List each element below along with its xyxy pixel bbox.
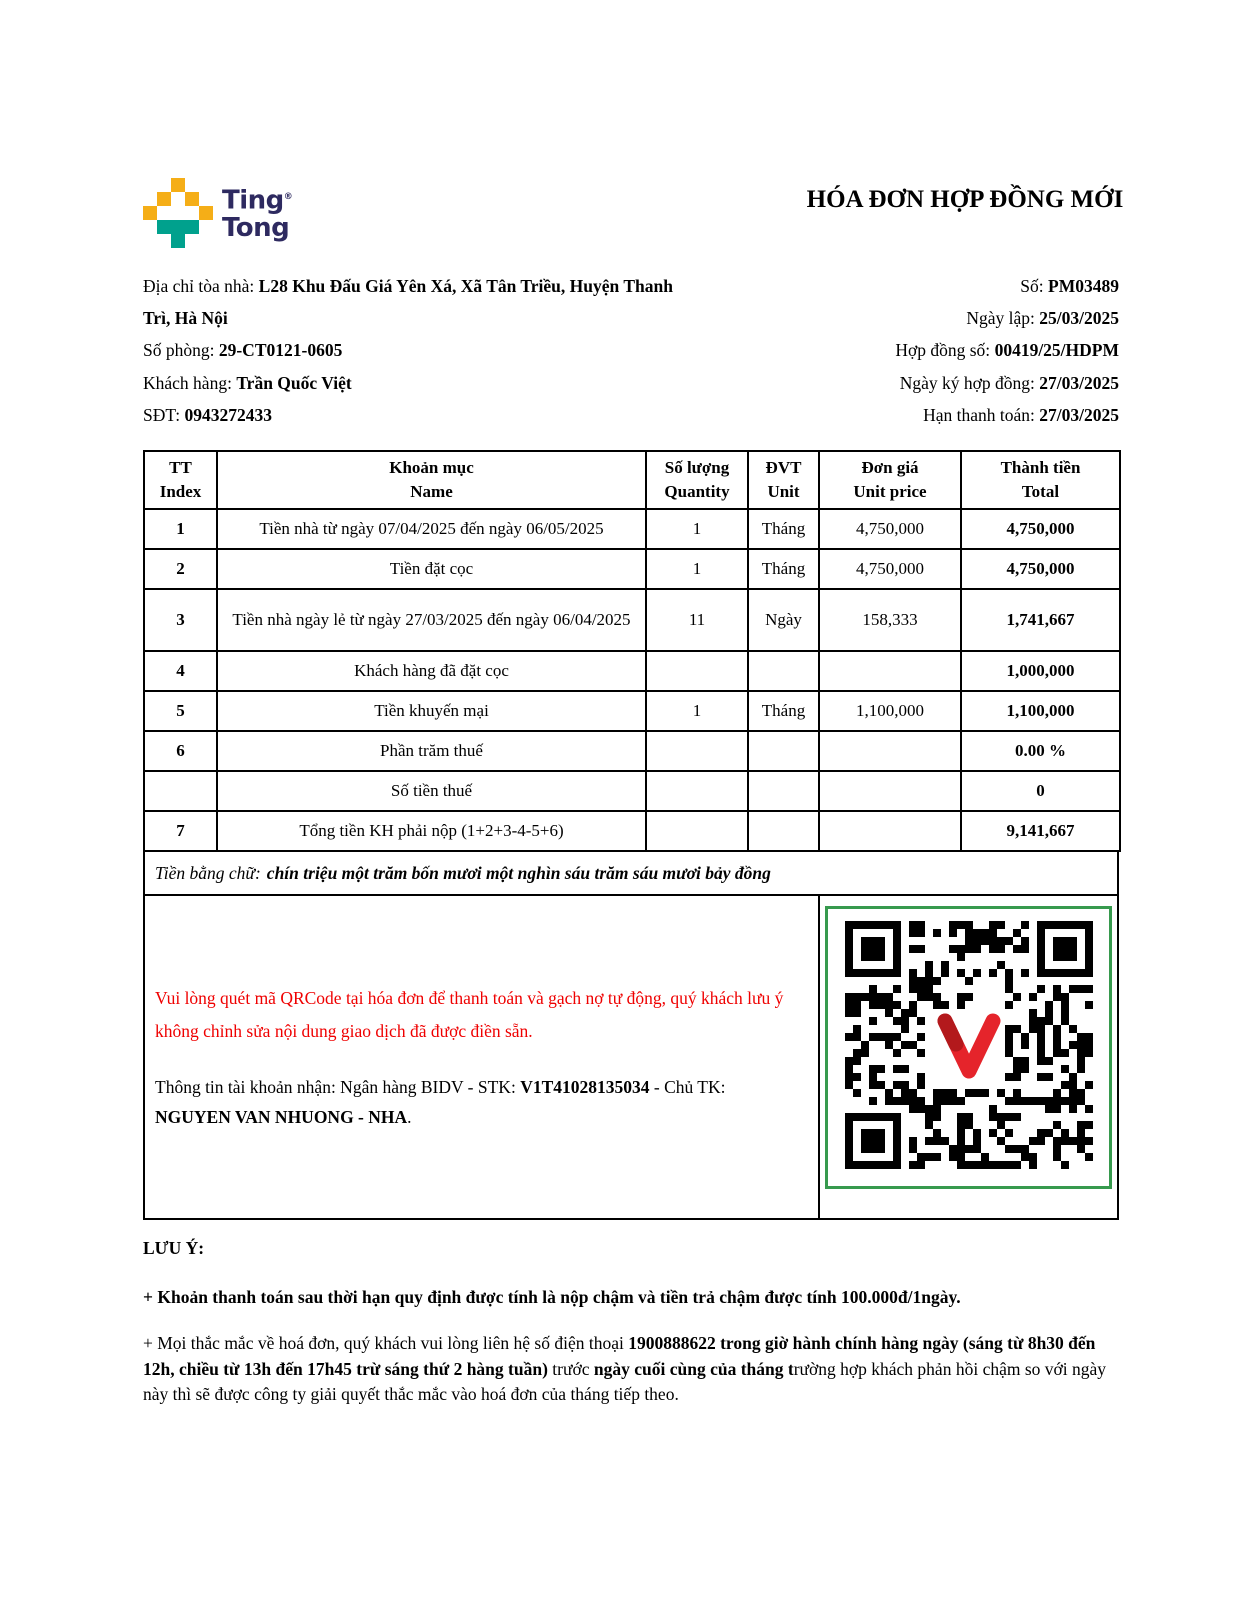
- logo-pixel: [157, 192, 171, 206]
- cell-unit: [748, 771, 819, 811]
- amount-in-words-label: Tiền bằng chữ:: [155, 862, 261, 883]
- bank-account-info: Thông tin tài khoản nhận: Ngân hàng BIDV - STK: V1T41028135034 - Chủ TK: NGUYEN VAN NHUONG - NHA.: [155, 1077, 726, 1127]
- logo-pixel: [143, 206, 157, 220]
- logo-pixel: [185, 192, 199, 206]
- cell-name: Tiền khuyến mại: [217, 691, 646, 731]
- line-items-table: [143, 450, 1121, 852]
- cell-qty: [646, 731, 748, 771]
- footer-notes: [143, 1238, 1121, 1408]
- payment-instructions-cell: [145, 896, 820, 1218]
- col-header-quantity: Số lượng Quantity: [646, 451, 748, 509]
- qr-pattern-icon: [845, 921, 1093, 1174]
- cell-name: Phần trăm thuế: [217, 731, 646, 771]
- support-contact-note: + Mọi thắc mắc về hoá đơn, quý khách vui lòng liên hệ số điện thoại 1900888622 trong giờ hành chính hàng ngày (sáng từ 8h30 đến 12h, chiều từ 13h đến 17h45 trừ sáng thứ 2 hàng tuần) trước ngày cuối cùng của tháng trường hợp khách phản hồi chậm so với ngày này thì sẽ được công ty giải quyết thắc mắc vào hoá đơn của tháng tiếp theo.: [143, 1333, 1107, 1404]
- cell-tt: 6: [144, 731, 217, 771]
- col-header-unit: ĐVT Unit: [748, 451, 819, 509]
- cell-tt: 3: [144, 589, 217, 651]
- col-header-unit-price: Đơn giá Unit price: [819, 451, 961, 509]
- cell-price: 1,100,000: [819, 691, 961, 731]
- line-item-row: [144, 589, 1120, 651]
- cell-price: [819, 771, 961, 811]
- invoice-meta-field: Hạn thanh toán: 27/03/2025: [923, 404, 1119, 425]
- customer-info-field: Địa chỉ tòa nhà: L28 Khu Đấu Giá Yên Xá, Xã Tân Triều, Huyện Thanh Trì, Hà Nội: [143, 276, 673, 329]
- qr-warning-text: Vui lòng quét mã QRCode tại hóa đơn để thanh toán và gạch nợ tự động, quý khách lưu ý không chỉnh sửa nội dung giao dịch đã được điền sẵn.: [155, 988, 784, 1041]
- amount-in-words-value: chín triệu một trăm bốn mươi một nghìn sáu trăm sáu mươi bảy đồng: [266, 862, 771, 883]
- cell-tt: 7: [144, 811, 217, 851]
- cell-unit: Tháng: [748, 691, 819, 731]
- line-item-row: [144, 509, 1120, 549]
- cell-total: 4,750,000: [961, 509, 1120, 549]
- cell-unit: Ngày: [748, 589, 819, 651]
- cell-price: 4,750,000: [819, 549, 961, 589]
- cell-price: 4,750,000: [819, 509, 961, 549]
- payment-qr-code: [825, 906, 1112, 1189]
- cell-total: 0.00 %: [961, 731, 1120, 771]
- logo-pixel: [171, 234, 185, 248]
- cell-unit: [748, 651, 819, 691]
- line-item-row: [144, 771, 1120, 811]
- cell-name: Khách hàng đã đặt cọc: [217, 651, 646, 691]
- tingtong-logo: [143, 178, 292, 248]
- notes-title: LƯU Ý:: [143, 1238, 205, 1258]
- table-header-row: [144, 451, 1120, 509]
- cell-price: [819, 731, 961, 771]
- cell-name: Tiền nhà từ ngày 07/04/2025 đến ngày 06/05/2025: [217, 509, 646, 549]
- invoice-meta-field: Số: PM03489: [1020, 276, 1119, 296]
- cell-qty: 1: [646, 549, 748, 589]
- col-header-name: Khoản mục Name: [217, 451, 646, 509]
- invoice-body: [143, 450, 1119, 1220]
- cell-tt: 1: [144, 509, 217, 549]
- cell-unit: Tháng: [748, 549, 819, 589]
- logo-pixel: [199, 206, 213, 220]
- cell-unit: [748, 731, 819, 771]
- line-item-row: [144, 549, 1120, 589]
- customer-info-block: [143, 270, 699, 431]
- cell-price: [819, 651, 961, 691]
- customer-info-field: SĐT: 0943272433: [143, 404, 272, 425]
- cell-tt: 4: [144, 651, 217, 691]
- cell-name: Tổng tiền KH phải nộp (1+2+3-4-5+6): [217, 811, 646, 851]
- cell-qty: 11: [646, 589, 748, 651]
- cell-unit: [748, 811, 819, 851]
- cell-tt: [144, 771, 217, 811]
- invoice-meta-field: Ngày ký hợp đồng: 27/03/2025: [899, 372, 1119, 393]
- customer-info-field: Số phòng: 29-CT0121-0605: [143, 340, 343, 361]
- cell-qty: [646, 771, 748, 811]
- cell-qty: 1: [646, 691, 748, 731]
- cell-qty: [646, 811, 748, 851]
- invoice-meta-field: Hợp đồng số: 00419/25/HDPM: [895, 340, 1119, 361]
- cell-name: Số tiền thuế: [217, 771, 646, 811]
- amount-in-words-row: [143, 852, 1119, 896]
- line-item-row: [144, 811, 1120, 851]
- col-header-total: Thành tiền Total: [961, 451, 1120, 509]
- logo-pixel: [157, 220, 199, 234]
- logo-pixel: [171, 178, 185, 192]
- customer-info-field: Khách hàng: Trần Quốc Việt: [143, 372, 352, 393]
- cell-tt: 5: [144, 691, 217, 731]
- cell-price: 158,333: [819, 589, 961, 651]
- cell-qty: 1: [646, 509, 748, 549]
- cell-tt: 2: [144, 549, 217, 589]
- cell-price: [819, 811, 961, 851]
- invoice-title: HÓA ĐƠN HỢP ĐỒNG MỚI: [806, 186, 1124, 213]
- qr-cell: [820, 896, 1117, 1218]
- line-item-row: [144, 651, 1120, 691]
- tingtong-pixel-arrow-icon: [143, 178, 213, 248]
- cell-unit: Tháng: [748, 509, 819, 549]
- invoice-meta-block: [659, 270, 1119, 431]
- invoice-meta-field: Ngày lập: 25/03/2025: [966, 308, 1119, 329]
- cell-name: Tiền nhà ngày lẻ từ ngày 27/03/2025 đến ngày 06/04/2025: [217, 589, 646, 651]
- registered-mark: ®: [283, 192, 293, 202]
- tingtong-wordmark: [222, 184, 292, 242]
- cell-total: 1,000,000: [961, 651, 1120, 691]
- cell-total: 1,741,667: [961, 589, 1120, 651]
- cell-total: 9,141,667: [961, 811, 1120, 851]
- line-item-row: [144, 731, 1120, 771]
- cell-total: 0: [961, 771, 1120, 811]
- cell-name: Tiền đặt cọc: [217, 549, 646, 589]
- line-item-row: [144, 691, 1120, 731]
- cell-qty: [646, 651, 748, 691]
- late-payment-note: + Khoản thanh toán sau thời hạn quy định được tính là nộp chậm và tiền trả chậm được tính 100.000đ/1ngày.: [143, 1287, 961, 1307]
- col-header-index: TT Index: [144, 451, 217, 509]
- cell-total: 1,100,000: [961, 691, 1120, 731]
- payment-section: [143, 896, 1119, 1220]
- logo-line-ting: Ting: [222, 185, 284, 216]
- logo-line-tong: Tong: [222, 212, 290, 243]
- cell-total: 4,750,000: [961, 549, 1120, 589]
